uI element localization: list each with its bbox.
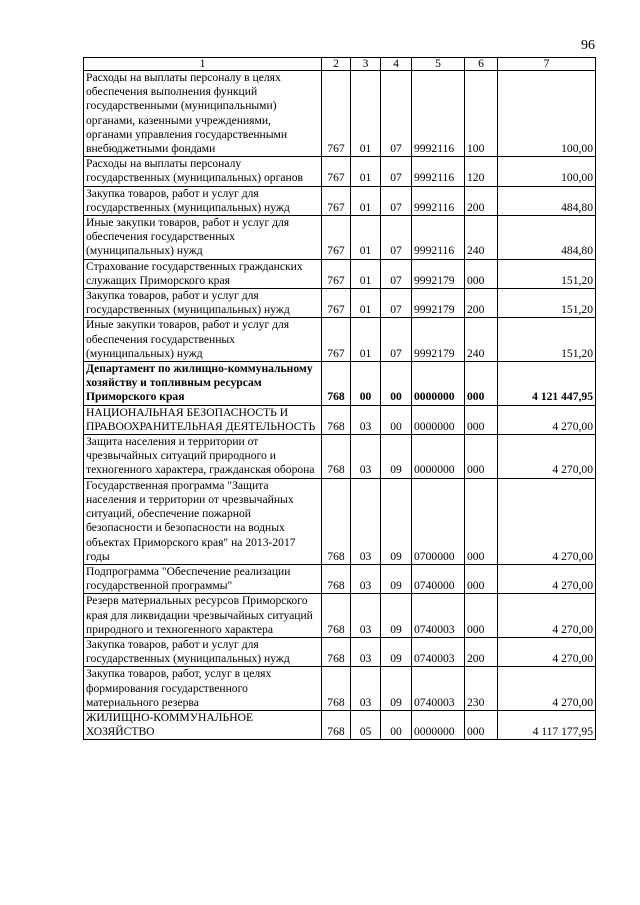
admin-code-cell: 768: [322, 405, 351, 434]
expense-type-cell: 120: [465, 157, 498, 186]
admin-code-cell: 767: [322, 289, 351, 318]
amount-cell: 484,80: [498, 216, 596, 260]
table-row: [84, 435, 596, 479]
subsection-cell: 09: [381, 637, 412, 666]
page-number: 96: [581, 38, 595, 53]
row-name-cell: Департамент по жилищно-коммунальному хозяйству и топливным ресурсам Приморского края: [84, 362, 322, 406]
amount-cell: 4 270,00: [498, 667, 596, 711]
section-cell: 05: [351, 710, 381, 739]
row-name-cell: Государственная программа "Защита населения и территории от чрезвычайных ситуаций, обеспечение пожарной безопасности и безопасности на водных объектах Приморского края" на 2013-2017 годы: [84, 478, 322, 564]
amount-cell: 151,20: [498, 289, 596, 318]
table-row: [84, 289, 596, 318]
section-cell: 00: [351, 362, 381, 406]
amount-cell: 4 121 447,95: [498, 362, 596, 406]
section-cell: 01: [351, 318, 381, 362]
target-article-cell: 9992179: [412, 259, 465, 288]
expense-type-cell: 240: [465, 216, 498, 260]
section-cell: 01: [351, 157, 381, 186]
table-row: [84, 667, 596, 711]
row-name-cell: Иные закупки товаров, работ и услуг для обеспечения государственных (муниципальных) нужд: [84, 318, 322, 362]
admin-code-cell: 767: [322, 71, 351, 157]
section-cell: 03: [351, 435, 381, 479]
header-cell: 7: [498, 58, 596, 71]
amount-cell: 4 117 177,95: [498, 710, 596, 739]
admin-code-cell: 768: [322, 362, 351, 406]
target-article-cell: 9992116: [412, 71, 465, 157]
target-article-cell: 9992116: [412, 157, 465, 186]
row-name-cell: Закупка товаров, работ и услуг для государственных (муниципальных) нужд: [84, 289, 322, 318]
row-name-cell: ЖИЛИЩНО-КОММУНАЛЬНОЕ ХОЗЯЙСТВО: [84, 710, 322, 739]
target-article-cell: 9992179: [412, 289, 465, 318]
header-cell: 1: [84, 58, 322, 71]
subsection-cell: 09: [381, 564, 412, 593]
target-article-cell: 9992179: [412, 318, 465, 362]
table-row: [84, 362, 596, 406]
row-name-cell: Страхование государственных гражданских служащих Приморского края: [84, 259, 322, 288]
row-name-cell: Иные закупки товаров, работ и услуг для обеспечения государственных (муниципальных) нужд: [84, 216, 322, 260]
section-cell: 01: [351, 71, 381, 157]
table-row: [84, 405, 596, 434]
subsection-cell: 07: [381, 216, 412, 260]
row-name-cell: Расходы на выплаты персоналу в целях обеспечения выполнения функций государственными (муниципальными) органами, казенными учреждениями, органами управления государственными внебюджетными фондами: [84, 71, 322, 157]
expense-type-cell: 230: [465, 667, 498, 711]
table-body: [84, 71, 596, 740]
amount-cell: 4 270,00: [498, 637, 596, 666]
expense-type-cell: 000: [465, 478, 498, 564]
amount-cell: 151,20: [498, 259, 596, 288]
section-cell: 03: [351, 667, 381, 711]
table-row: [84, 71, 596, 157]
expense-type-cell: 200: [465, 637, 498, 666]
table-row: [84, 478, 596, 564]
admin-code-cell: 767: [322, 318, 351, 362]
expense-type-cell: 240: [465, 318, 498, 362]
section-cell: 03: [351, 637, 381, 666]
target-article-cell: 9992116: [412, 216, 465, 260]
target-article-cell: 0000000: [412, 405, 465, 434]
target-article-cell: 0740000: [412, 564, 465, 593]
section-cell: 03: [351, 405, 381, 434]
subsection-cell: 00: [381, 710, 412, 739]
amount-cell: 151,20: [498, 318, 596, 362]
admin-code-cell: 768: [322, 637, 351, 666]
subsection-cell: 09: [381, 435, 412, 479]
row-name-cell: Подпрограмма "Обеспечение реализации государственной программы": [84, 564, 322, 593]
expense-type-cell: 000: [465, 259, 498, 288]
admin-code-cell: 768: [322, 435, 351, 479]
amount-cell: 4 270,00: [498, 405, 596, 434]
expense-type-cell: 000: [465, 564, 498, 593]
row-name-cell: НАЦИОНАЛЬНАЯ БЕЗОПАСНОСТЬ И ПРАВООХРАНИТЕЛЬНАЯ ДЕЯТЕЛЬНОСТЬ: [84, 405, 322, 434]
target-article-cell: 0000000: [412, 362, 465, 406]
section-cell: 03: [351, 594, 381, 638]
admin-code-cell: 768: [322, 594, 351, 638]
admin-code-cell: 768: [322, 667, 351, 711]
table-row: [84, 157, 596, 186]
subsection-cell: 09: [381, 478, 412, 564]
expense-type-cell: 000: [465, 435, 498, 479]
admin-code-cell: 767: [322, 186, 351, 215]
row-name-cell: Закупка товаров, работ, услуг в целях формирования государственного материального резерва: [84, 667, 322, 711]
expense-type-cell: 000: [465, 362, 498, 406]
subsection-cell: 09: [381, 594, 412, 638]
table-row: [84, 216, 596, 260]
admin-code-cell: 767: [322, 259, 351, 288]
admin-code-cell: 767: [322, 216, 351, 260]
target-article-cell: 9992116: [412, 186, 465, 215]
amount-cell: 4 270,00: [498, 594, 596, 638]
header-row: [84, 58, 596, 71]
section-cell: 03: [351, 478, 381, 564]
amount-cell: 484,80: [498, 186, 596, 215]
expense-type-cell: 000: [465, 405, 498, 434]
table-row: [84, 594, 596, 638]
section-cell: 01: [351, 216, 381, 260]
subsection-cell: 07: [381, 289, 412, 318]
subsection-cell: 07: [381, 157, 412, 186]
budget-table: [83, 57, 596, 740]
table-row: [84, 318, 596, 362]
section-cell: 01: [351, 259, 381, 288]
table-row: [84, 259, 596, 288]
target-article-cell: 0000000: [412, 435, 465, 479]
amount-cell: 4 270,00: [498, 564, 596, 593]
table-row: [84, 637, 596, 666]
subsection-cell: 07: [381, 259, 412, 288]
table-row: [84, 186, 596, 215]
expense-type-cell: 200: [465, 186, 498, 215]
section-cell: 03: [351, 564, 381, 593]
header-cell: 3: [351, 58, 381, 71]
subsection-cell: 07: [381, 318, 412, 362]
target-article-cell: 0000000: [412, 710, 465, 739]
row-name-cell: Защита населения и территории от чрезвычайных ситуаций природного и техногенного характера, гражданская оборона: [84, 435, 322, 479]
subsection-cell: 07: [381, 186, 412, 215]
target-article-cell: 0740003: [412, 594, 465, 638]
amount-cell: 4 270,00: [498, 478, 596, 564]
admin-code-cell: 768: [322, 478, 351, 564]
row-name-cell: Резерв материальных ресурсов Приморского края для ликвидации чрезвычайных ситуаций природного и техногенного характера: [84, 594, 322, 638]
header-cell: 2: [322, 58, 351, 71]
admin-code-cell: 768: [322, 710, 351, 739]
row-name-cell: Закупка товаров, работ и услуг для государственных (муниципальных) нужд: [84, 186, 322, 215]
target-article-cell: 0740003: [412, 637, 465, 666]
table-row: [84, 710, 596, 739]
section-cell: 01: [351, 289, 381, 318]
target-article-cell: 0700000: [412, 478, 465, 564]
target-article-cell: 0740003: [412, 667, 465, 711]
subsection-cell: 09: [381, 667, 412, 711]
row-name-cell: Закупка товаров, работ и услуг для государственных (муниципальных) нужд: [84, 637, 322, 666]
expense-type-cell: 200: [465, 289, 498, 318]
subsection-cell: 00: [381, 362, 412, 406]
section-cell: 01: [351, 186, 381, 215]
amount-cell: 4 270,00: [498, 435, 596, 479]
subsection-cell: 07: [381, 71, 412, 157]
expense-type-cell: 100: [465, 71, 498, 157]
subsection-cell: 00: [381, 405, 412, 434]
amount-cell: 100,00: [498, 71, 596, 157]
admin-code-cell: 767: [322, 157, 351, 186]
amount-cell: 100,00: [498, 157, 596, 186]
header-cell: 6: [465, 58, 498, 71]
row-name-cell: Расходы на выплаты персоналу государственных (муниципальных) органов: [84, 157, 322, 186]
header-cell: 5: [412, 58, 465, 71]
admin-code-cell: 768: [322, 564, 351, 593]
expense-type-cell: 000: [465, 710, 498, 739]
expense-type-cell: 000: [465, 594, 498, 638]
table-row: [84, 564, 596, 593]
header-cell: 4: [381, 58, 412, 71]
